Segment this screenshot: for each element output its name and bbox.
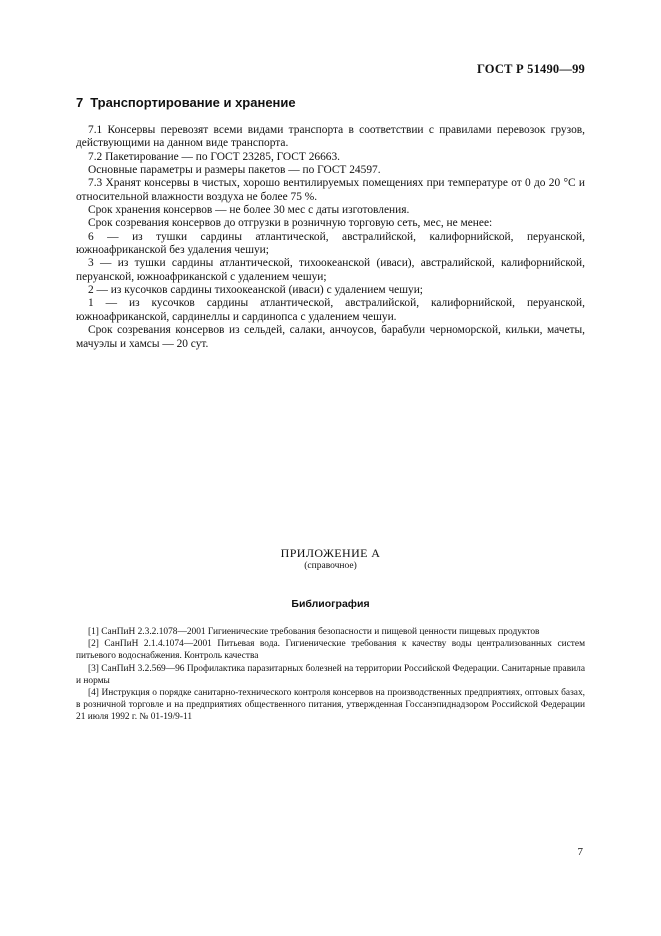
section-number: 7 [76, 95, 84, 110]
bibliography-item: [2] СанПиН 2.1.4.1074—2001 Питьевая вода. Гигиенические требования к качеству воды централизованных систем питьевого водоснабжения. Контроль качества [76, 639, 585, 662]
bibliography-list [76, 626, 585, 724]
bibliography-title: Библиография [291, 598, 370, 610]
paragraph-pallet-params: Основные параметры и размеры пакетов — по ГОСТ 24597. [88, 164, 381, 177]
paragraph-maturation-6: 6 — из тушки сардины атлантической, австралийской, калифорнийской, перуанской, южноафриканской без удаления чешуи; [76, 230, 585, 257]
paragraph-maturation-1: 1 — из кусочков сардины атлантической, австралийской, калифорнийской, перуанской, южноафриканской, сардинеллы и сардинопса с удалением чешуи. [76, 297, 585, 323]
paragraph-7-2: 7.2 Пакетирование — по ГОСТ 23285, ГОСТ 26663. [88, 150, 341, 163]
section-body [76, 124, 585, 351]
bibliography-item: [3] СанПиН 3.2.569—96 Профилактика паразитарных болезней на территории Российской Федерации. Санитарные правила и нормы [76, 663, 585, 686]
bibliography-item: [1] СанПиН 2.3.2.1078—2001 Гигиенические требования безопасности и пищевой ценности пищевых продуктов [88, 627, 540, 637]
paragraph-maturation-intro: Срок созревания консервов до отгрузки в розничную торговую сеть, мес, не менее: [88, 217, 493, 230]
paragraph-shelf-life: Срок хранения консервов — не более 30 мес с даты изготовления. [88, 204, 410, 217]
bibliography-item: [4] Инструкция о порядке санитарно-технического контроля консервов на производственных предприятиях, оптовых базах, в розничной торговле и на предприятиях общественного питания, утвержденная Госсанэпиднадзором Российской Федерации 21 июля 1992 г. № 01-19/9-11 [76, 688, 585, 723]
annex-title: ПРИЛОЖЕНИЕ А [280, 546, 381, 560]
standard-code-header: ГОСТ Р 51490—99 [476, 62, 585, 76]
paragraph-maturation-herring: Срок созревания консервов из сельдей, салаки, анчоусов, барабули черноморской, кильки, мачеты, мачуэлы и хамсы — 20 сут. [76, 324, 585, 350]
paragraph-7-1: 7.1 Консервы перевозят всеми видами транспорта в соответствии с правилами перевозок грузов, действующими на данном виде транспорта. [76, 124, 585, 150]
annex-subtitle: (справочное) [304, 561, 357, 571]
paragraph-maturation-2: 2 — из кусочков сардины тихоокеанской (иваси) с удалением чешуи; [88, 284, 423, 297]
paragraph-maturation-3: 3 — из тушки сардины атлантической, тихоокеанской (иваси), австралийской, калифорнийской, перуанской, южноафриканской с удалением чешуи; [76, 257, 585, 283]
section-heading [76, 95, 296, 110]
paragraph-7-3: 7.3 Хранят консервы в чистых, хорошо вентилируемых помещениях при температуре от 0 до 20 °С и относительной влажности воздуха не более 75 %. [76, 177, 585, 203]
section-title-text: Транспортирование и хранение [90, 95, 296, 110]
page-number: 7 [577, 846, 583, 858]
